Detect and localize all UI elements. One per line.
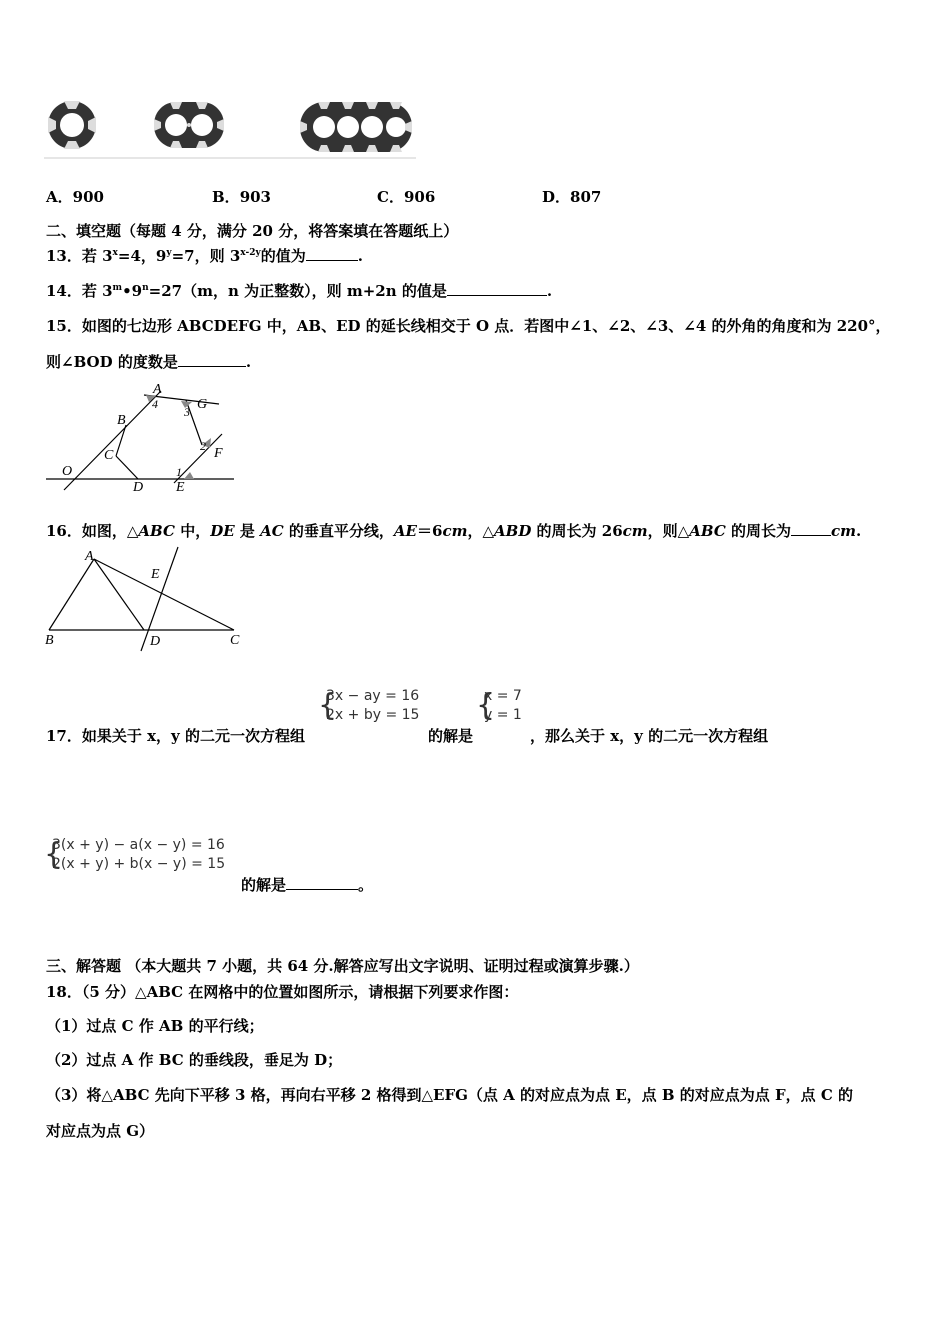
question-14: 14．若 $3^m•9^n=27(m$，n 为正整数），则 m+2n 的值是 . bbox=[46, 282, 553, 300]
label-A: A bbox=[153, 382, 162, 397]
question-16: 16．如图，△ABC 中，DE 是 AC 的垂直平分线，AE＝6cm，△ABD 的周长为 26cm，则△ABC 的周长为 cm. bbox=[46, 522, 862, 540]
system-2: { 3(x + y) − a(x − y) = 16 2(x + y) + b(x − y) = 15 bbox=[44, 837, 226, 872]
question-18-sub3-line2: 对应点为点 G） bbox=[46, 1122, 155, 1140]
label-F: F bbox=[214, 446, 223, 461]
label-E: E bbox=[151, 567, 160, 582]
label-1: 1 bbox=[176, 465, 182, 479]
triangle-figure bbox=[44, 545, 249, 653]
pattern-ring-3 bbox=[300, 102, 412, 152]
label-3: 3 bbox=[184, 405, 190, 419]
label-4: 4 bbox=[152, 397, 158, 411]
pattern-ring-1 bbox=[48, 101, 96, 149]
system-1: { 3x − ay = 16 2x + by = 15 bbox=[318, 688, 420, 723]
question-13: 13．若 $3^x=4$，$9^y=7$，则 $3^{x-2y}$的值为 . bbox=[46, 247, 363, 265]
question-17-p1: 17．如果关于 x，y 的二元一次方程组 bbox=[46, 727, 305, 745]
solution-1: { x = 7 y = 1 bbox=[476, 688, 522, 723]
label-2: 2 bbox=[200, 439, 206, 453]
answer-blank bbox=[178, 353, 246, 367]
answer-blank bbox=[286, 876, 358, 890]
label-C: C bbox=[230, 633, 240, 648]
option-b: B．903 bbox=[212, 188, 271, 206]
question-17-p4: 的解是 。 bbox=[241, 876, 374, 894]
option-d: D．807 bbox=[542, 188, 602, 206]
section-2-title: 二、填空题（每题 4 分，满分 20 分，将答案填在答题纸上） bbox=[46, 222, 459, 240]
question-18-sub1: （1）过点 C 作 AB 的平行线； bbox=[46, 1017, 264, 1035]
question-18-stem: 18．（5 分）△ABC 在网格中的位置如图所示，请根据下列要求作图： bbox=[46, 983, 519, 1001]
label-E: E bbox=[176, 480, 185, 495]
pattern-ring-2 bbox=[154, 102, 224, 148]
answer-blank bbox=[306, 247, 358, 261]
label-G: G bbox=[197, 397, 208, 412]
label-C: C bbox=[104, 448, 114, 463]
label-D: D bbox=[133, 480, 144, 495]
question-15-line2: 则∠BOD 的度数是 . bbox=[46, 353, 252, 371]
question-18-sub3-line1: （3）将△ABC 先向下平移 3 格，再向右平移 2 格得到△EFG（点 A 的对应点为点 E，点 B 的对应点为点 F，点 C 的 bbox=[46, 1086, 854, 1104]
question-17-p2: 的解是 bbox=[428, 727, 474, 745]
answer-blank bbox=[447, 282, 547, 296]
option-a: A．900 bbox=[46, 188, 104, 206]
label-D: D bbox=[150, 634, 161, 649]
question-18-sub2: （2）过点 A 作 BC 的垂线段，垂足为 D； bbox=[46, 1051, 343, 1069]
label-A: A bbox=[85, 549, 94, 564]
label-O: O bbox=[62, 464, 73, 479]
question-15-line1: 15．如图的七边形 ABCDEFG 中，AB、ED 的延长线相交于 O 点．若图中∠1、∠2、∠3、∠4 的外角的角度和为 220°， bbox=[46, 317, 891, 335]
label-B: B bbox=[45, 633, 54, 648]
question-17-p3: ，那么关于 x，y 的二元一次方程组 bbox=[530, 727, 769, 745]
pattern-figure bbox=[44, 90, 419, 162]
heptagon-figure bbox=[44, 380, 244, 495]
answer-blank bbox=[791, 522, 831, 536]
option-c: C．906 bbox=[377, 188, 436, 206]
section-3-title: 三、解答题 （本大题共 7 小题，共 64 分.解答应写出文字说明、证明过程或演算步骤.） bbox=[46, 957, 639, 975]
label-B: B bbox=[117, 413, 126, 428]
